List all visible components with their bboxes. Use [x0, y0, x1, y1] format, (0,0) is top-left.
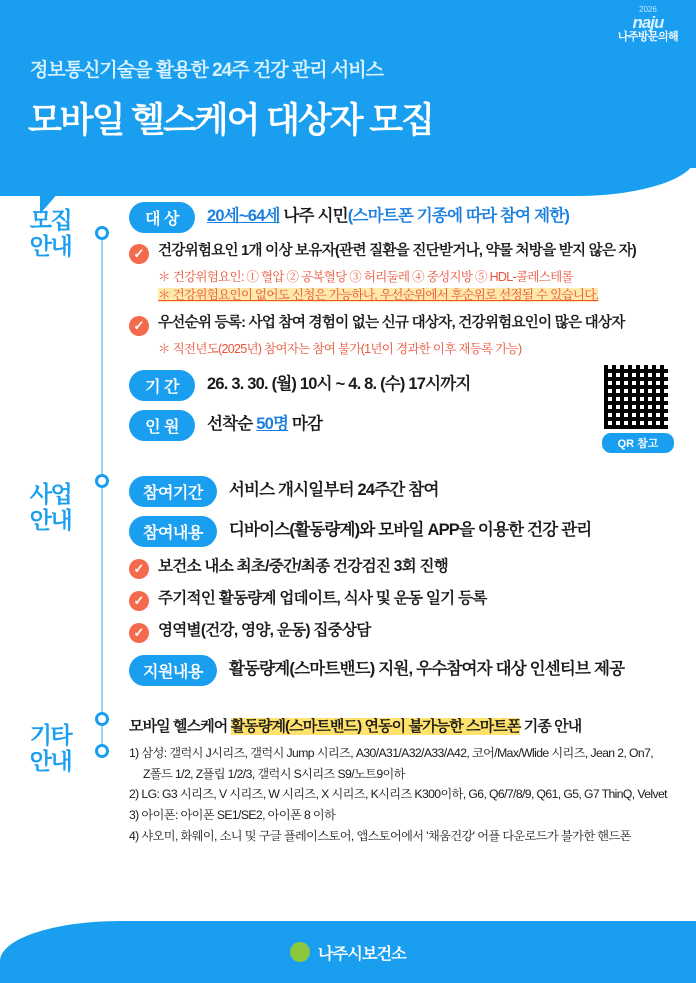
label-participation-content: 참여내용	[129, 516, 217, 547]
check-item-counseling	[129, 621, 680, 643]
value-participation-period: 서비스 개시일부터 24주간 참여	[228, 481, 439, 500]
poster-footer	[0, 921, 696, 983]
qr-code-block[interactable]	[602, 363, 674, 453]
naju-logo	[618, 6, 678, 44]
footer-organization: 나주시보건소	[318, 945, 406, 963]
value-headcount: 선착순 50명 마감	[207, 415, 323, 434]
list-item: 3) 아이폰: 아이폰 SE1/SE2, 아이폰 8 이하	[129, 808, 336, 823]
speech-bubble-tail	[40, 184, 80, 214]
value-period: 26. 3. 30. (월) 10시 ~ 4. 8. (수) 17시까지	[207, 375, 471, 394]
check-icon: ✓	[129, 244, 149, 264]
page-title: 모바일 헬스케어 대상자 모집	[28, 101, 433, 140]
label-target: 대 상	[129, 202, 195, 233]
logo-wordmark: naju	[632, 13, 664, 33]
section-program	[0, 476, 696, 695]
section-label-recruit: 모집 안내	[29, 207, 72, 259]
check-item-checkup	[129, 557, 680, 579]
etc-title: 모바일 헬스케어 활동량계(스마트밴드) 연동이 불가능한 스마트폰 기종 안내	[129, 718, 582, 736]
section-label-etc: 기타 안내	[29, 722, 72, 775]
label-participation-period: 참여기간	[129, 476, 217, 507]
label-headcount: 인 원	[129, 410, 195, 441]
etc-device-list	[129, 744, 680, 847]
check-item-risk	[129, 242, 680, 264]
section-recruit	[0, 202, 696, 450]
logo-subtitle: 나주방문의해	[617, 31, 678, 44]
list-item: Z폴드 1/2, Z플립 1/2/3, 갤럭시 S시리즈 S9/노트9이하	[143, 766, 405, 781]
list-item: 4) 샤오미, 화웨이, 소니 및 구글 플레이스토어, 앱스토어에서 '채움건강' 어플 다운로드가 불가한 핸드폰	[129, 828, 631, 843]
health-center-logo-icon	[290, 942, 310, 962]
check-icon: ✓	[129, 559, 149, 579]
poster-subtitle: 정보통신기술을 활용한 24주 건강 관리 서비스	[30, 60, 383, 81]
note-risk-optional: ＊ 건강위험요인이 없어도 신청은 가능하나, 우선순위에서 후순위로 선정될 수 있습니다.	[158, 288, 599, 303]
check-label: 우선순위 등록: 사업 참여 경험이 없는 신규 대상자, 건강위험요인이 많은 대상자	[158, 315, 625, 332]
list-item: 2) LG: G3 시리즈, V 시리즈, W 시리즈, X 시리즈, K시리즈 K300이하, G6, Q6/7/8/9, Q61, G5, G7 ThinQ, Velvet	[129, 787, 667, 802]
qr-code-icon	[602, 363, 670, 431]
section-label-program: 사업 안내	[29, 481, 72, 534]
check-icon: ✓	[129, 591, 149, 611]
value-participation-content: 디바이스(활동량계)와 모바일 APP을 이용한 건강 관리	[228, 521, 592, 540]
poster-header	[0, 0, 696, 168]
check-label: 영역별(건강, 영양, 운동) 집중상담	[158, 622, 371, 640]
section-etc	[0, 717, 696, 847]
check-icon: ✓	[129, 623, 149, 643]
row-target	[129, 202, 680, 233]
check-item-priority	[129, 314, 680, 336]
row-headcount	[129, 410, 680, 441]
value-target: 20세~64세 나주 시민(스마트폰 기종에 따라 참여 제한)	[207, 207, 570, 225]
note-priority: ＊ 직전년도(2025년) 참여자는 참여 불가(1년이 경과한 이후 재등록 가능)	[158, 342, 522, 357]
logo-year: 2026	[639, 5, 657, 14]
label-support: 지원내용	[129, 655, 217, 686]
label-period: 기 간	[129, 370, 195, 401]
check-label: 건강위험요인 1개 이상 보유자(관련 질환을 진단받거나, 약물 처방을 받지 않은 자)	[158, 243, 637, 259]
check-icon: ✓	[129, 316, 149, 336]
poster-body	[0, 168, 696, 848]
value-support: 활동량계(스마트밴드) 지원, 우수참여자 대상 인센티브 제공	[228, 660, 625, 679]
row-period	[129, 370, 680, 401]
check-label: 주기적인 활동량계 업데이트, 식사 및 운동 일기 등록	[158, 590, 487, 608]
row-participation-period	[129, 476, 680, 507]
row-participation-content	[129, 516, 680, 547]
note-risk-factors: ＊ 건강위험요인: ① 혈압 ② 공복혈당 ③ 허리둘레 ④ 중성지방 ⑤ HDL-콜레스테롤	[158, 270, 573, 284]
qr-caption: QR 참고	[602, 433, 674, 453]
check-label: 보건소 내소 최초/중간/최종 건강검진 3회 진행	[158, 558, 449, 576]
row-support	[129, 655, 680, 686]
list-item: 1) 삼성: 갤럭시 J시리즈, 갤럭시 Jump 시리즈, A30/A31/A32/A33/A42, 코어/Max/Wlide 시리즈, Jean 2, On7,	[129, 745, 654, 760]
check-item-update	[129, 589, 680, 611]
